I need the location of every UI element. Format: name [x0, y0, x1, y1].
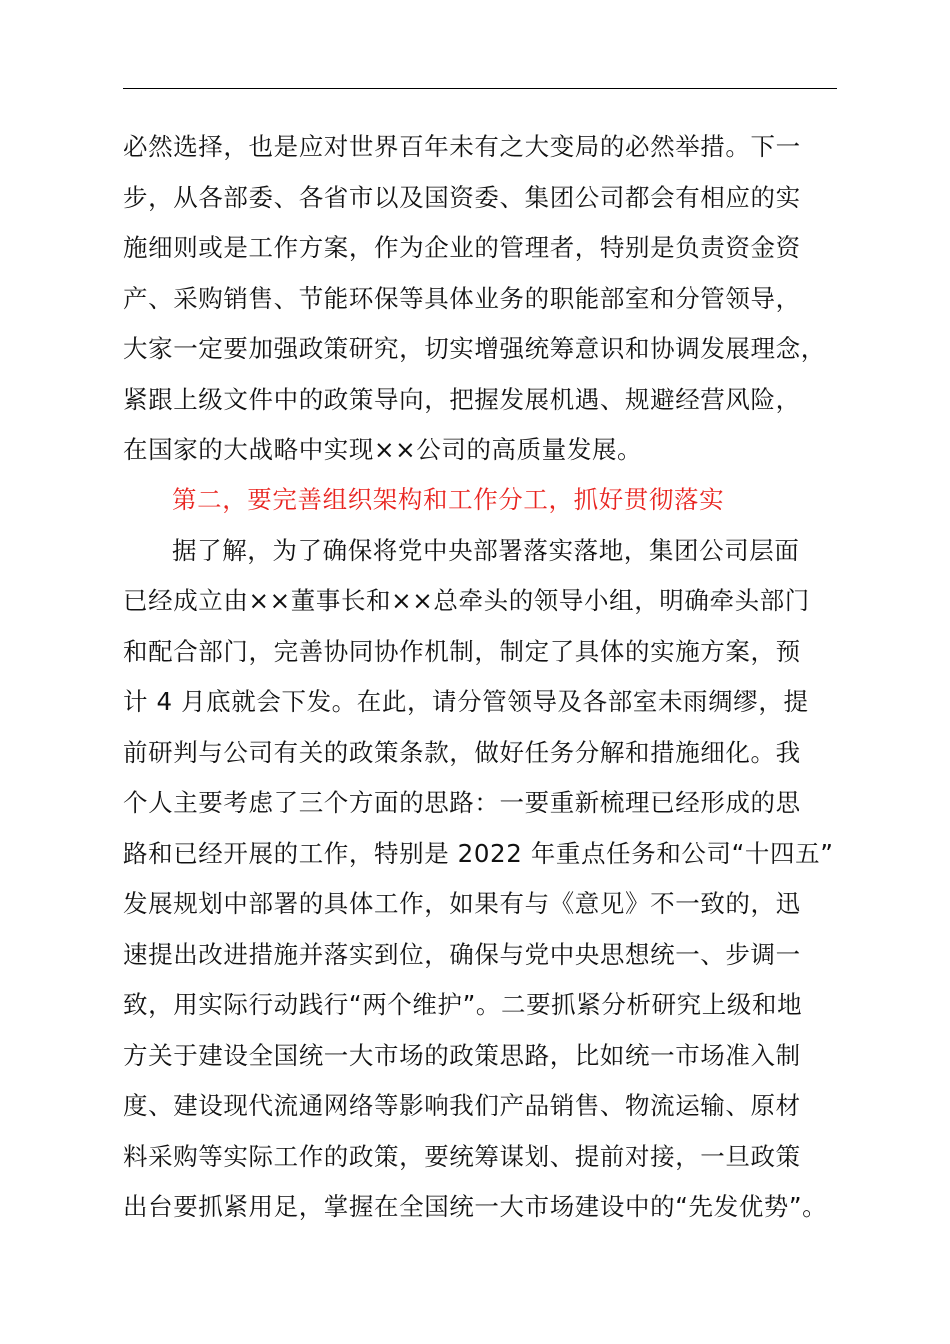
text-line: 产、采购销售、节能环保等具体业务的职能部室和分管领导，: [123, 284, 801, 313]
text-line: 度、建设现代流通网络等影响我们产品销售、物流运输、原材: [123, 1091, 801, 1120]
header-rule: [123, 88, 837, 89]
text-line: 和配合部门，完善协同协作机制，制定了具体的实施方案，预: [123, 637, 801, 666]
section-heading: 第二，要完善组织架构和工作分工，抓好贯彻落实: [172, 485, 725, 514]
text-line: 施细则或是工作方案，作为企业的管理者，特别是负责资金资: [123, 233, 801, 262]
text-line: 速提出改进措施并落实到位，确保与党中央思想统一、步调一: [123, 940, 801, 969]
text-line: 据了解，为了确保将党中央部署落实落地，集团公司层面: [172, 536, 800, 565]
text-line: 必然选择，也是应对世界百年未有之大变局的必然举措。下一: [123, 132, 801, 161]
text-line: 步，从各部委、各省市以及国资委、集团公司都会有相应的实: [123, 183, 801, 212]
text-line: 紧跟上级文件中的政策导向，把握发展机遇、规避经营风险，: [123, 385, 801, 414]
text-line: 料采购等实际工作的政策，要统筹谋划、提前对接，一旦政策: [123, 1142, 801, 1171]
text-line: 在国家的大战略中实现××公司的高质量发展。: [123, 435, 643, 464]
text-line: 已经成立由××董事长和××总牵头的领导小组，明确牵头部门: [123, 586, 810, 615]
text-line: 方关于建设全国统一大市场的政策思路，比如统一市场准入制: [123, 1041, 801, 1070]
text-line: 个人主要考虑了三个方面的思路：一要重新梳理已经形成的思: [123, 788, 801, 817]
text-line: 计 4 月底就会下发。在此，请分管领导及各部室未雨绸缪，提: [123, 687, 809, 716]
text-line: 出台要抓紧用足，掌握在全国统一大市场建设中的“先发优势”。: [123, 1192, 828, 1221]
text-line: 发展规划中部署的具体工作，如果有与《意见》不一致的，迅: [123, 889, 801, 918]
text-line: 路和已经开展的工作，特别是 2022 年重点任务和公司“十四五”: [123, 839, 834, 868]
text-line: 致，用实际行动践行“两个维护”。二要抓紧分析研究上级和地: [123, 990, 803, 1019]
text-line: 大家一定要加强政策研究，切实增强统筹意识和协调发展理念，: [123, 334, 826, 363]
text-line: 前研判与公司有关的政策条款，做好任务分解和措施细化。我: [123, 738, 801, 767]
